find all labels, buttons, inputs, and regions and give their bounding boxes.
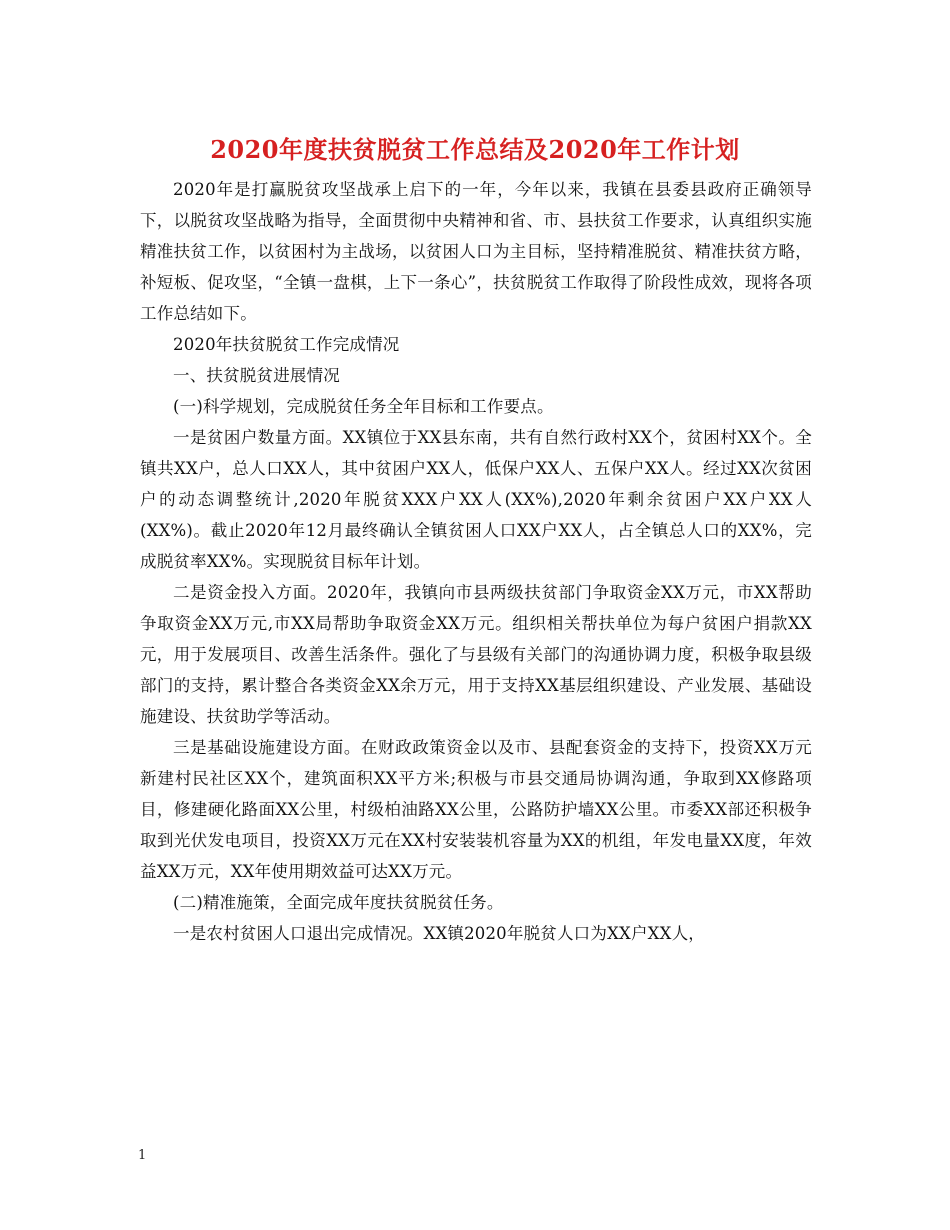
paragraph-section-heading: 2020年扶贫脱贫工作完成情况 [173, 335, 400, 354]
paragraph-part-one-heading: 一、扶贫脱贫进展情况 [173, 366, 340, 385]
document-body [140, 174, 812, 949]
paragraph-funding: 二是资金投入方面。2020年，我镇向市县两级扶贫部门争取资金XX万元，市XX帮助争取资金XX万元,市XX局帮助争取资金XX万元。组织相关帮扶单位为每户贫困户捐款XX元，用于发展项目、改善生活条件。强化了与县级有关部门的沟通协调力度，积极争取县级部门的支持，累计整合各类资金XX余万元，用于支持XX基层组织建设、产业发展、基础设施建设、扶贫助学等活动。 [140, 583, 812, 726]
page-number: 1 [138, 1148, 147, 1163]
paragraph-subsection-one: (一)科学规划，完成脱贫任务全年目标和工作要点。 [173, 397, 554, 416]
paragraph-infrastructure: 三是基础设施建设方面。在财政政策资金以及市、县配套资金的支持下，投资XX万元新建村民社区XX个，建筑面积XX平方米;积极与市县交通局协调沟通，争取到XX修路项目，修建硬化路面XX公里，村级柏油路XX公里，公路防护墙XX公里。市委XX部还积极争取到光伏发电项目，投资XX万元在XX村安装装机容量为XX的机组，年发电量XX度，年效益XX万元，XX年使用期效益可达XX万元。 [140, 738, 812, 881]
paragraph-subsection-two: (二)精准施策，全面完成年度扶贫脱贫任务。 [173, 893, 504, 912]
document-title: 2020年度扶贫脱贫工作总结及2020年工作计划 [210, 135, 740, 164]
paragraph-poverty-households: 一是贫困户数量方面。XX镇位于XX县东南，共有自然行政村XX个，贫困村XX个。全镇共XX户，总人口XX人，其中贫困户XX人，低保户XX人、五保户XX人。经过XX次贫困户的动态调整统计,2020年脱贫XXX户XX人(XX%),2020年剩余贫困户XX户XX人(XX%)。截止2020年12月最终确认全镇贫困人口XX户XX人，占全镇总人口的XX%，完成脱贫率XX%。实现脱贫目标年计划。 [140, 428, 812, 571]
paragraph-rural-exit: 一是农村贫困人口退出完成情况。XX镇2020年脱贫人口为XX户XX人， [173, 924, 705, 943]
paragraph-intro: 2020年是打赢脱贫攻坚战承上启下的一年，今年以来，我镇在县委县政府正确领导下，以脱贫攻坚战略为指导，全面贯彻中央精神和省、市、县扶贫工作要求，认真组织实施精准扶贫工作，以贫困村为主战场，以贫困人口为主目标，坚持精准脱贫、精准扶贫方略，补短板、促攻坚，“全镇一盘棋，上下一条心”，扶贫脱贫工作取得了阶段性成效，现将各项工作总结如下。 [140, 180, 812, 323]
